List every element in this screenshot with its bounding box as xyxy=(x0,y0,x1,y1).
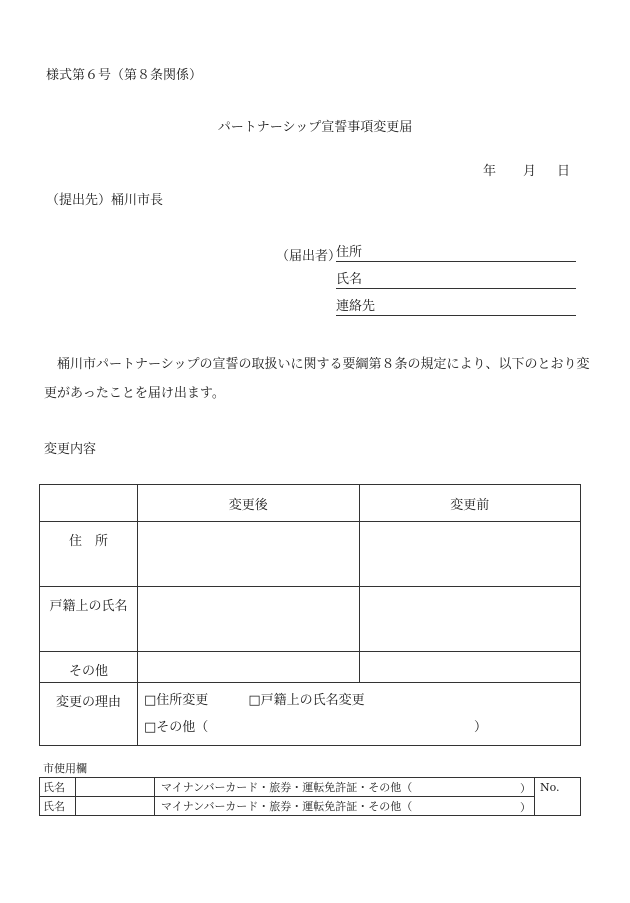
date-year-label: 年 xyxy=(483,164,497,179)
option-name-change: 戸籍上の氏名変更 xyxy=(260,693,365,708)
row-label-address: 住 所 xyxy=(40,522,138,587)
col-after-header: 変更後 xyxy=(138,485,360,522)
col-before-header: 変更前 xyxy=(359,485,581,522)
office-id-options: マイナンバーカード・旅券・運転免許証・その他（ xyxy=(161,781,413,794)
office-name-label: 氏名 xyxy=(40,797,76,816)
table-row xyxy=(40,587,581,652)
reason-line-2 xyxy=(138,714,580,741)
address-before-cell[interactable] xyxy=(359,522,581,587)
row-label-reason: 変更の理由 xyxy=(40,683,138,746)
document-title: パートナーシップ宣誓事項変更届 xyxy=(217,120,413,135)
reason-line-1 xyxy=(138,687,580,714)
office-name-label: 氏名 xyxy=(40,778,76,797)
office-id-options: マイナンバーカード・旅券・運転免許証・その他（ xyxy=(161,800,413,813)
table-row xyxy=(40,652,581,683)
checkbox-name-change[interactable]: □ xyxy=(248,693,261,708)
date-day-label: 日 xyxy=(557,164,571,179)
date-month-label: 月 xyxy=(523,164,537,179)
address-label: 住所 xyxy=(336,245,363,260)
office-use-table xyxy=(39,777,581,816)
address-after-cell[interactable] xyxy=(138,522,360,587)
form-number: 様式第６号（第８条関係） xyxy=(46,68,203,83)
office-id-cell xyxy=(155,797,535,816)
name-field[interactable] xyxy=(336,271,576,289)
contact-field[interactable] xyxy=(336,298,576,316)
row-label-other: その他 xyxy=(40,652,138,683)
office-row xyxy=(40,778,581,797)
other-close-paren: ） xyxy=(474,720,488,735)
office-no-cell: No. xyxy=(535,778,581,816)
checkbox-address-change[interactable]: □ xyxy=(144,693,157,708)
office-id-close-paren: ） xyxy=(520,782,531,795)
date-line xyxy=(483,160,570,179)
option-other: その他（ xyxy=(156,720,209,735)
office-id-close-paren: ） xyxy=(520,801,531,814)
change-table-header xyxy=(40,485,581,522)
name-label: 氏名 xyxy=(336,272,363,287)
table-row-reason xyxy=(40,683,581,746)
office-id-cell xyxy=(155,778,535,797)
option-address-change: 住所変更 xyxy=(156,693,209,708)
table-row xyxy=(40,522,581,587)
contact-label: 連絡先 xyxy=(336,299,376,314)
change-table xyxy=(39,484,581,746)
office-row xyxy=(40,797,581,816)
header-empty-cell xyxy=(40,485,138,522)
registered-name-after-cell[interactable] xyxy=(138,587,360,652)
address-field[interactable] xyxy=(336,244,576,262)
checkbox-other[interactable]: □ xyxy=(144,720,157,735)
section-title: 変更内容 xyxy=(44,442,97,457)
other-after-cell[interactable] xyxy=(138,652,360,683)
office-name-cell[interactable] xyxy=(76,797,155,816)
other-before-cell[interactable] xyxy=(359,652,581,683)
row-label-registered-name: 戸籍上の氏名 xyxy=(40,587,138,652)
recipient: （提出先）桶川市長 xyxy=(46,193,164,208)
office-use-label: 市使用欄 xyxy=(43,762,87,775)
submitter-label: （届出者） xyxy=(276,249,342,264)
registered-name-before-cell[interactable] xyxy=(359,587,581,652)
body-text: 桶川市パートナーシップの宣誓の取扱いに関する要綱第８条の規定により、以下のとおり変更があったことを届け出ます。 xyxy=(44,357,590,401)
office-name-cell[interactable] xyxy=(76,778,155,797)
reason-options-cell xyxy=(138,683,581,746)
